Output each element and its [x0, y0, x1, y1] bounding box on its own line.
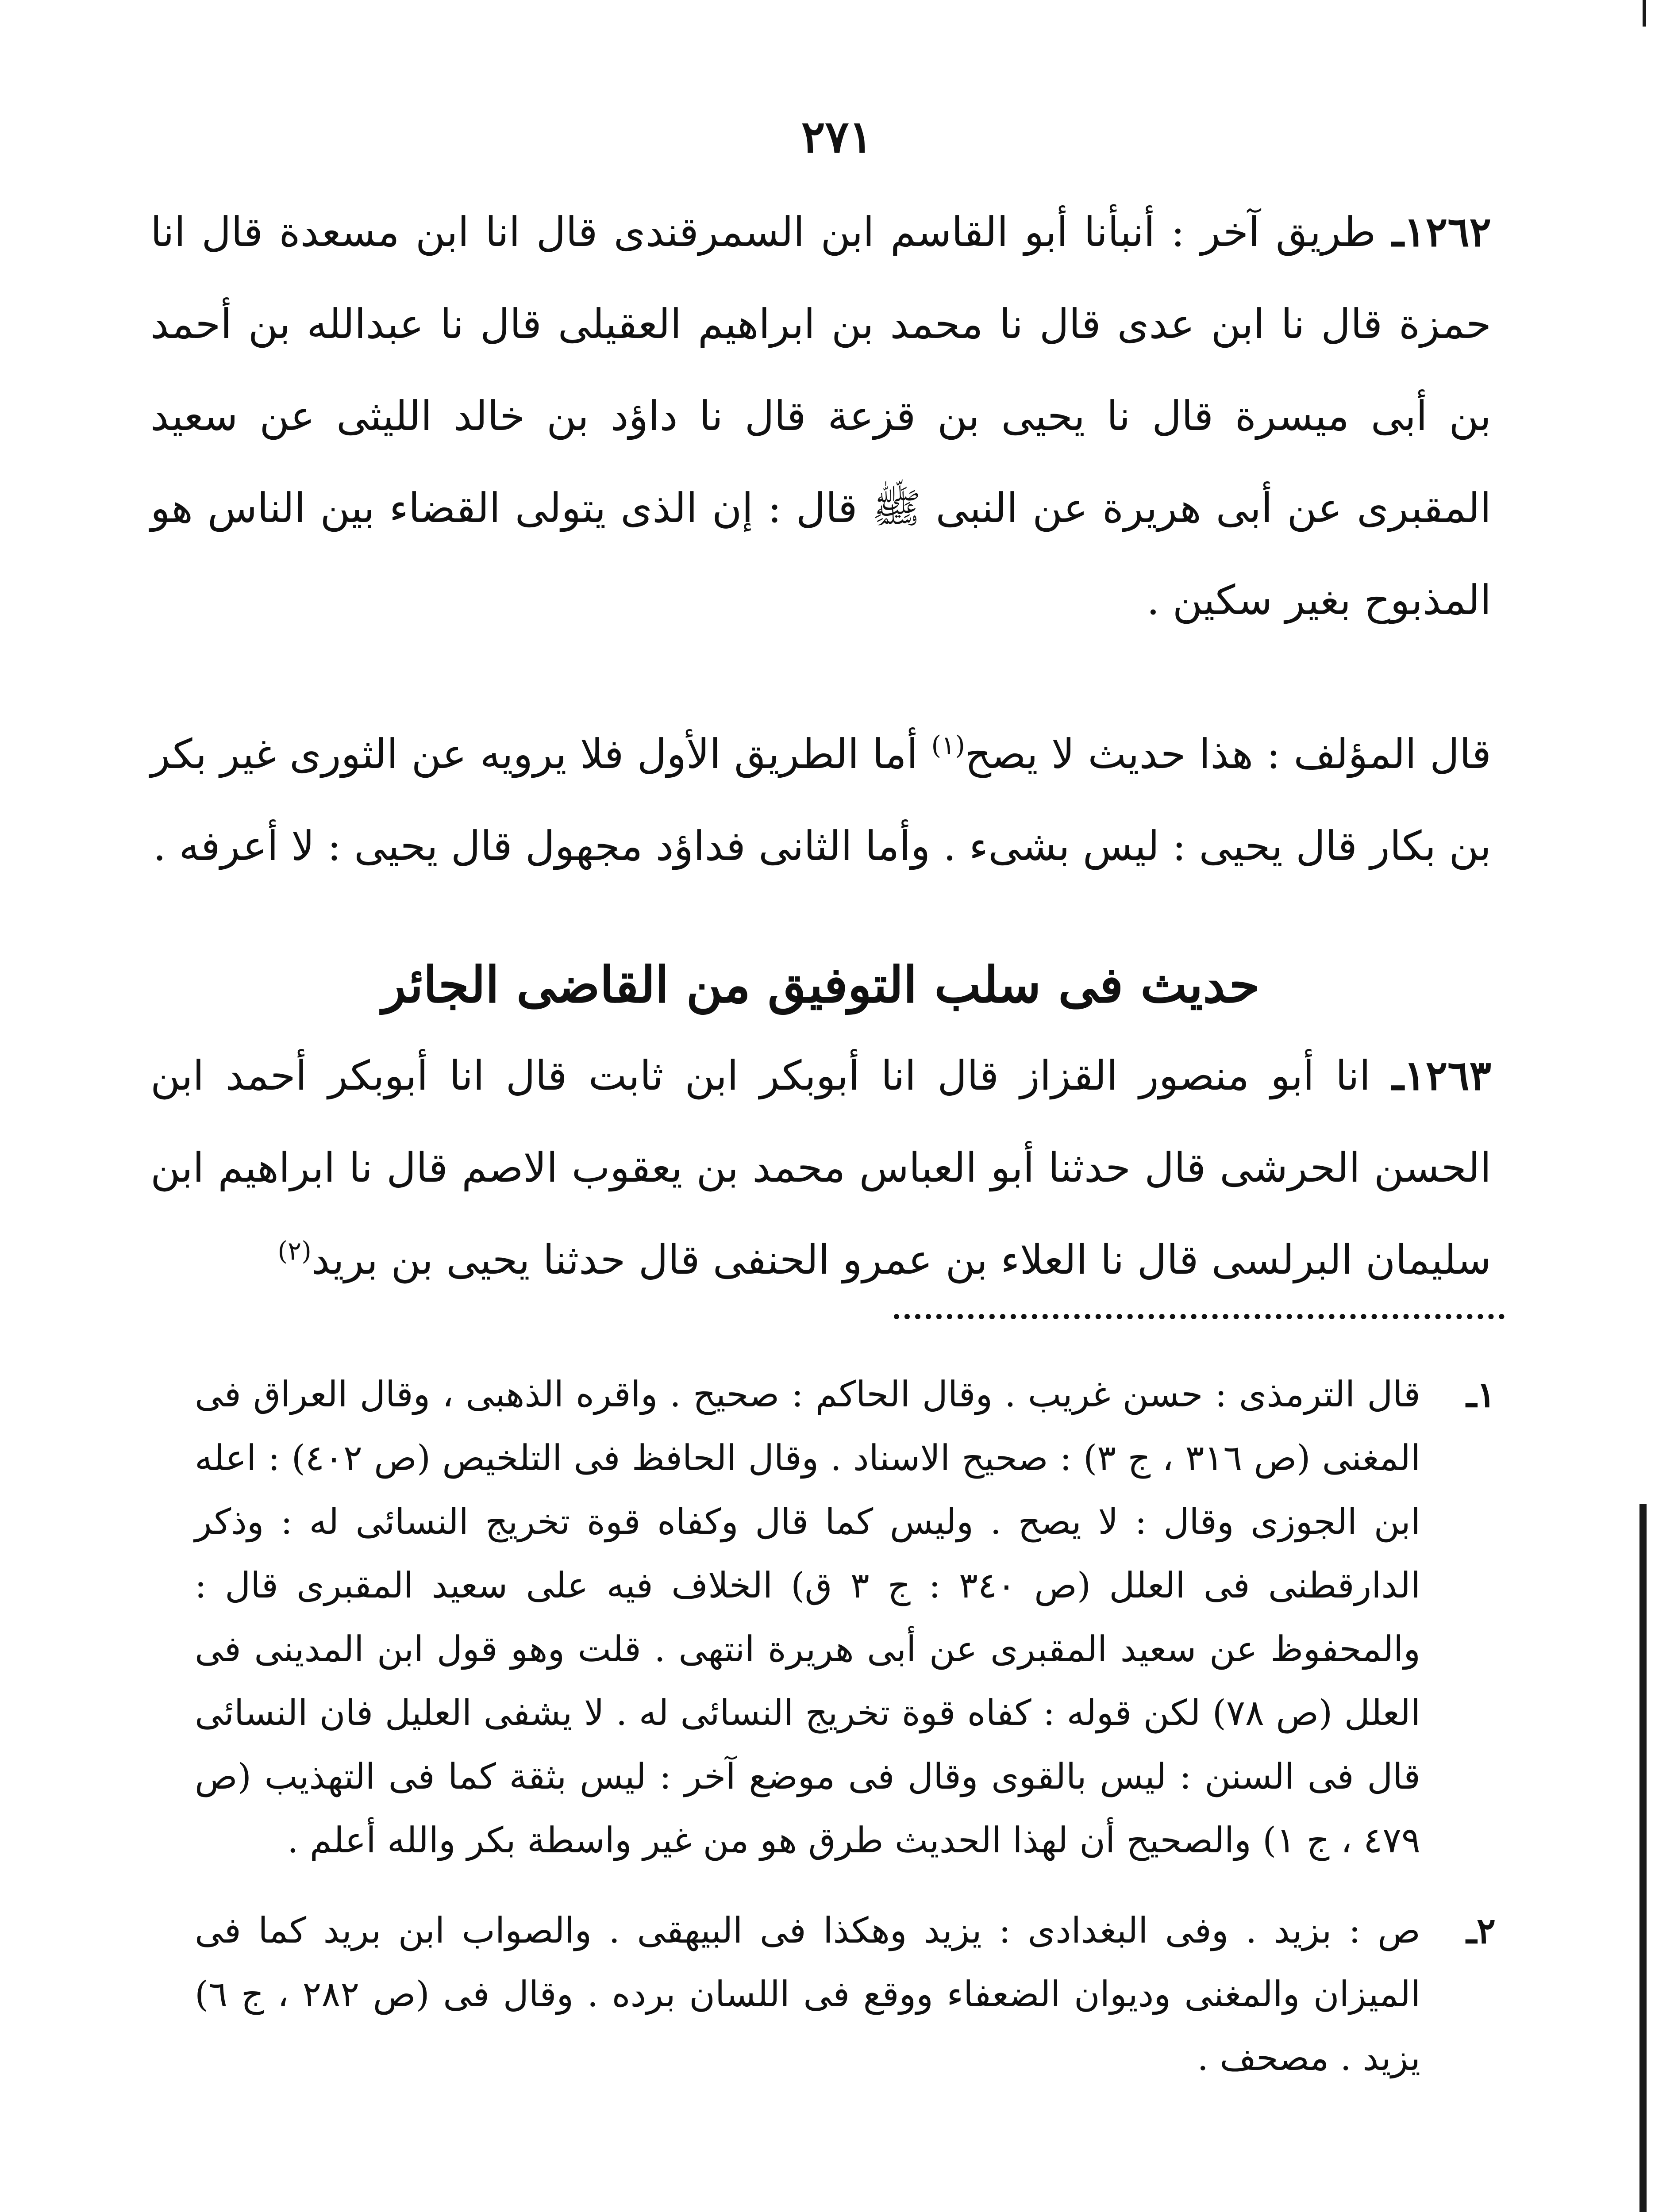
entry-number-1263: ١٢٦٣ـ	[1392, 1052, 1491, 1099]
page-edge-line	[1639, 1504, 1647, 2212]
author-comment-rest: أما الطريق الأول فلا يرويه عن الثورى غير بكر بن بكار قال يحيى : ليس بشىء . وأما الثانى فداؤد مجهول قال يحيى : لا أعرفه .	[150, 730, 1491, 870]
page-number: ٢٧١	[801, 111, 873, 163]
footnote-text-2: ص : بزيد . وفى البغدادى : يزيد وهكذا فى البيهقى . والصواب ابن بريد كما فى الميزان والمغنى وديوان الضعفاء ووقع فى اللسان برده . وقال فى (ص ٢٨٢ ، ج ٦) يزيد . مصحف .	[195, 1910, 1420, 2078]
footnote-ref-1: (١)	[931, 730, 965, 760]
footnote-2	[195, 1899, 1496, 2090]
author-comment	[150, 708, 1491, 892]
footnote-ref-2: (٢)	[277, 1236, 312, 1266]
section-heading: حديث فى سلب التوفيق من القاضى الجائر	[382, 956, 1260, 1014]
footnote-separator	[894, 1314, 1505, 1319]
author-comment-start: قال المؤلف : هذا حديث لا يصح	[965, 730, 1491, 778]
hadith-entry-1263	[150, 1029, 1491, 1306]
entry-number-1262: ١٢٦٢ـ	[1392, 208, 1492, 256]
main-text	[150, 186, 1491, 1306]
footnotes	[195, 1363, 1496, 2116]
entry-text-1263: انا أبو منصور القزاز قال انا أبوبكر ابن ثابت قال انا أبوبكر أحمد ابن الحسن الحرشى قال حدثنا أبو العباس محمد بن يعقوب الاصم قال نا ابراهيم ابن سليمان البرلسى قال نا العلاء بن عمرو الحنفى قال حدثنا يحيى بن بريد	[150, 1052, 1491, 1283]
hadith-entry-1262	[150, 186, 1491, 646]
entry-text-1262: طريق آخر : أنبأنا أبو القاسم ابن السمرقندى قال انا ابن مسعدة قال انا حمزة قال نا ابن عدى قال نا محمد بن ابراهيم العقيلى قال نا عبدالله بن أحمد بن أبى ميسرة قال نا يحيى بن قزعة قال نا داؤد بن خالد الليثى عن سعيد المقبرى عن أبى هريرة عن النبى ﷺ قال : إن الذى يتولى القضاء بين الناس هو المذبوح بغير سكين .	[150, 208, 1491, 624]
footnote-1	[195, 1363, 1496, 1872]
footnote-mark-2: ٢ـ	[1466, 1910, 1496, 1951]
page-edge-line-top	[1643, 0, 1646, 27]
footnote-mark-1: ١ـ	[1466, 1374, 1496, 1415]
footnote-text-1: قال الترمذى : حسن غريب . وقال الحاكم : صحيح . واقره الذهبى ، وقال العراق فى المغنى (ص ٣١٦ ، ج ٣) : صحيح الاسناد . وقال الحافظ فى التلخيص (ص ٤٠٢) : اعله ابن الجوزى وقال : لا يصح . وليس كما قال وكفاه قوة تخريج النسائى له : وذكر الدارقطنى فى العلل (ص ٣٤٠ : ج ٣ ق) الخلاف فيه على سعيد المقبرى قال : والمحفوظ عن سعيد المقبرى عن أبى هريرة انتهى . قلت وهو قول ابن المدينى فى العلل (ص ٧٨) لكن قوله : كفاه قوة تخريج النسائى له . لا يشفى العليل فان النسائى قال فى السنن : ليس بالقوى وقال فى موضع آخر : ليس بثقة كما فى التهذيب (ص ٤٧٩ ، ج ١) والصحيح أن لهذا الحديث طرق هو من غير واسطة بكر والله أعلم .	[195, 1374, 1421, 1861]
